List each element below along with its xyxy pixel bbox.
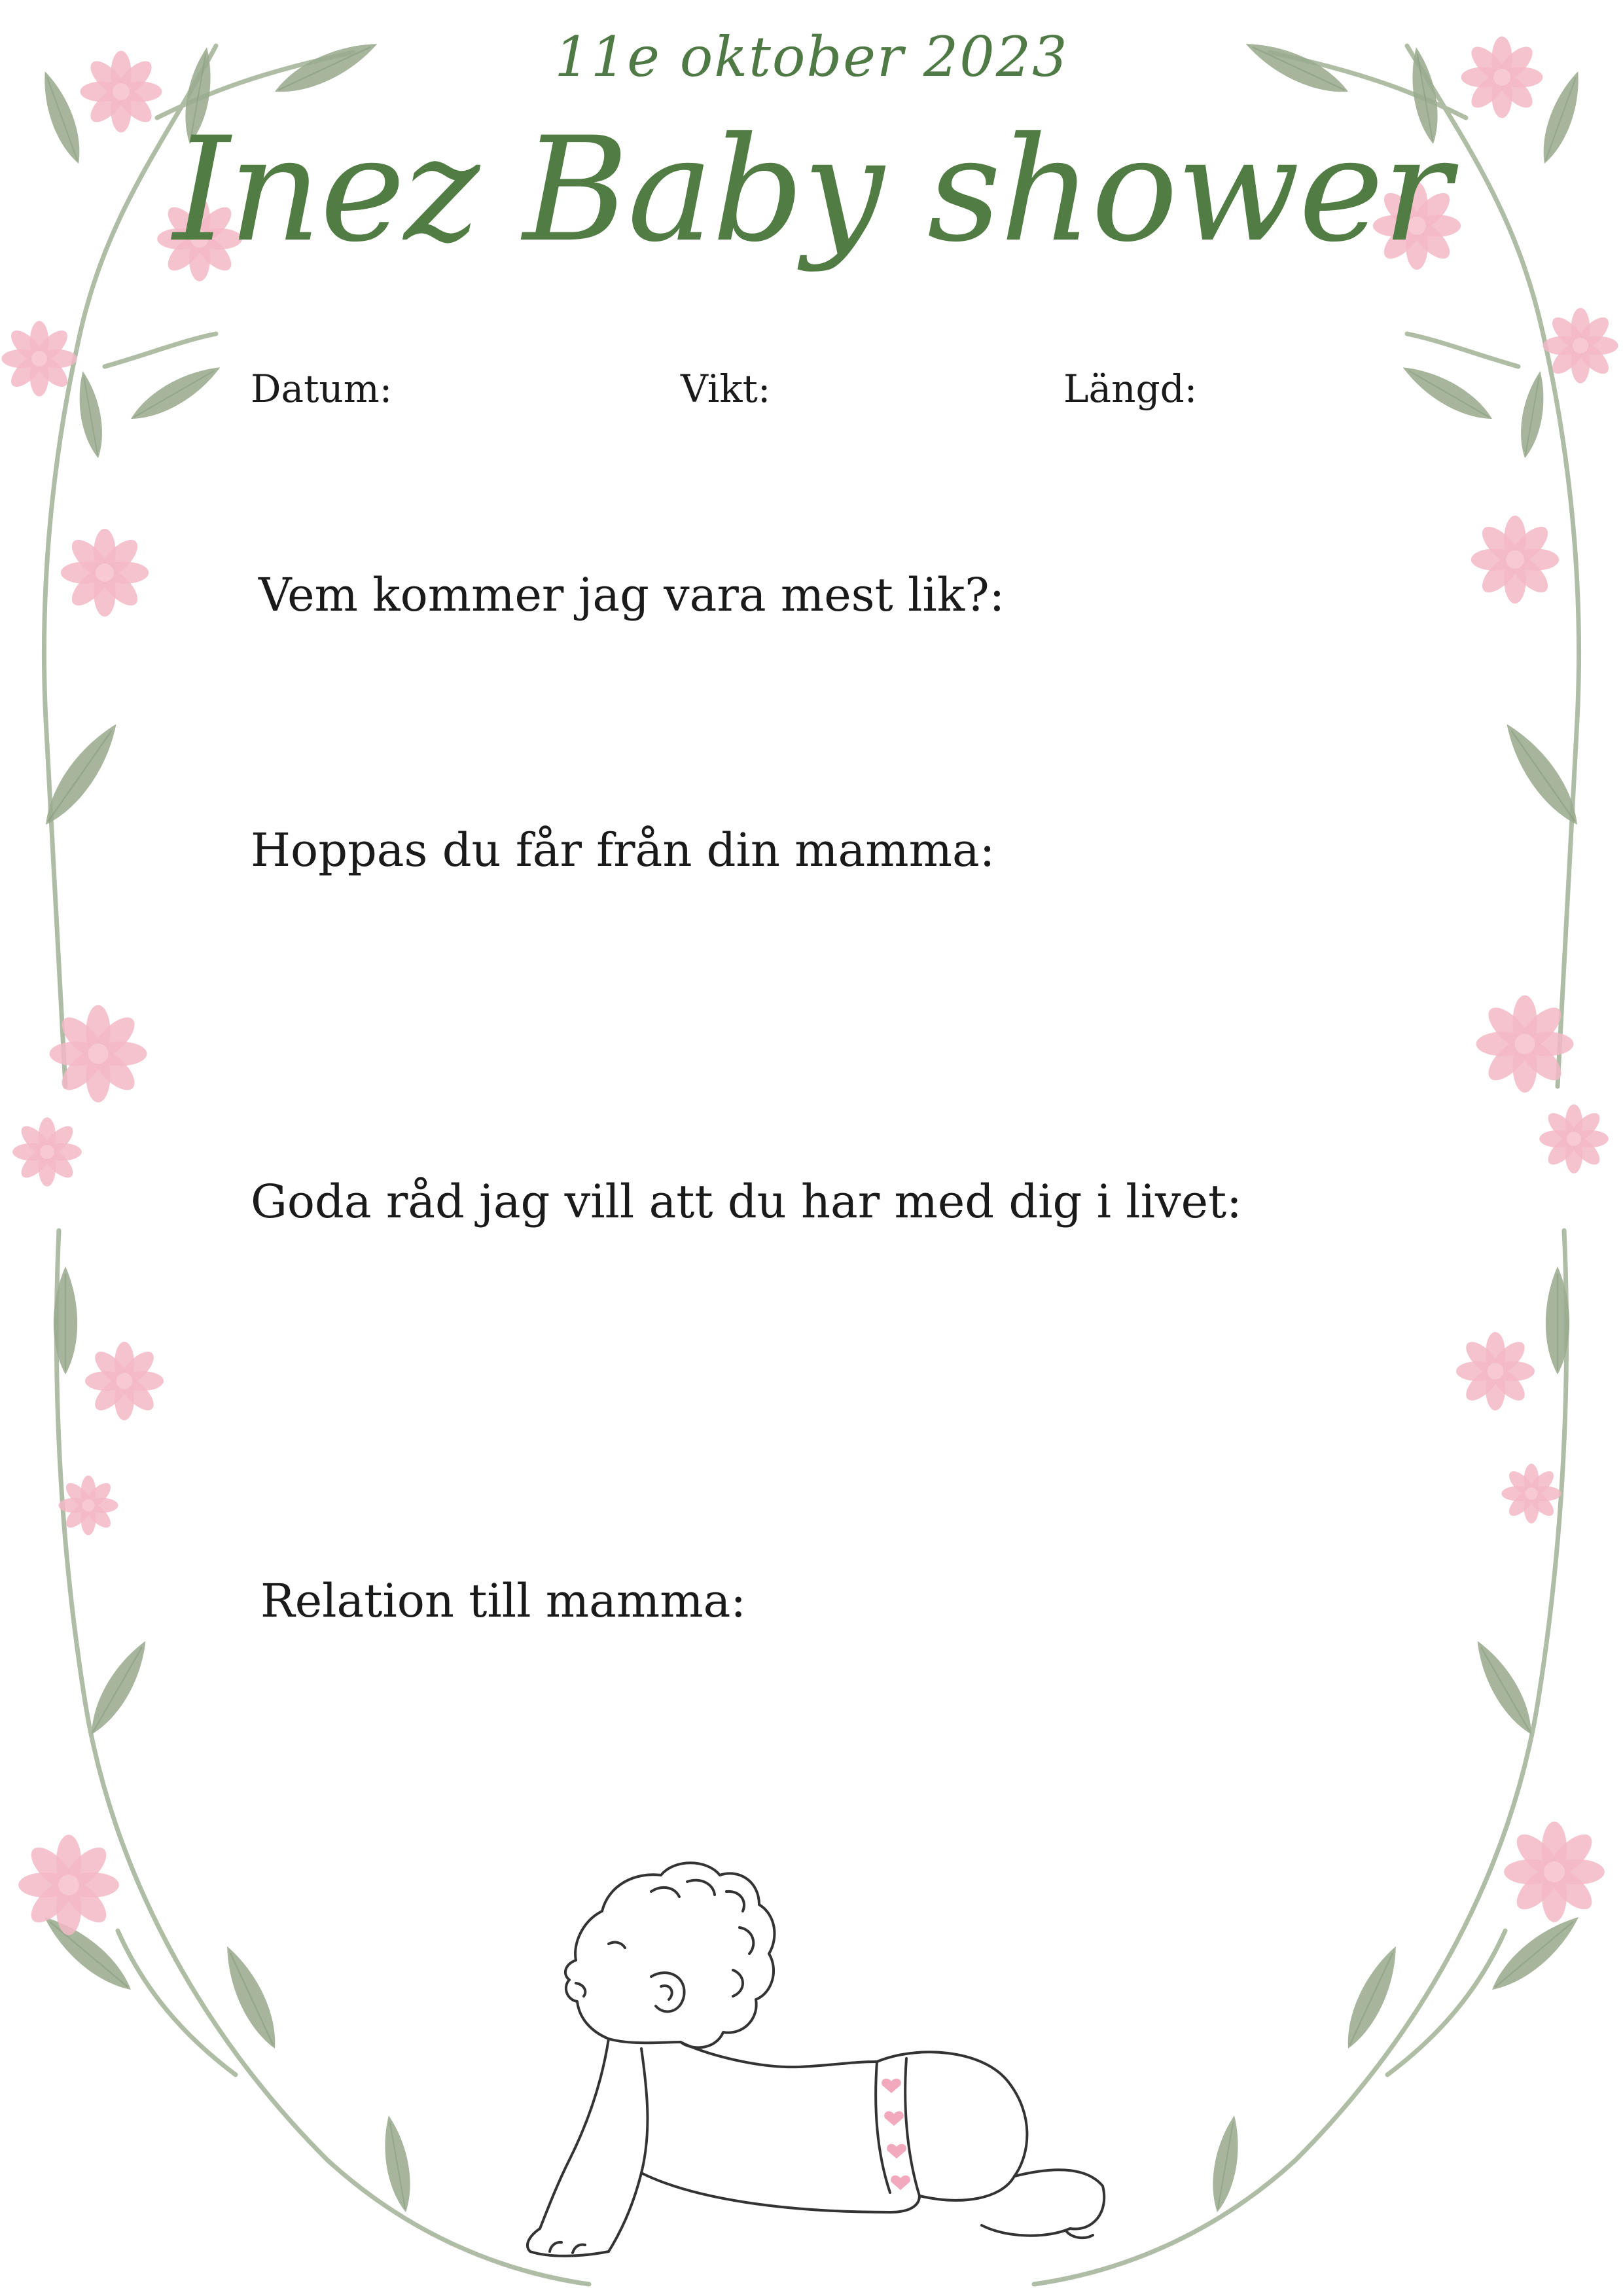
langd-label: Längd:: [1063, 367, 1198, 411]
question-advice: Goda råd jag vill att du har med dig i livet:: [251, 1175, 1242, 1229]
vikt-label: Vikt:: [681, 367, 771, 411]
question-from-mother: Hoppas du får från din mamma:: [251, 823, 995, 877]
crawling-baby-icon: [510, 1846, 1113, 2291]
page-title: Inez Baby shower: [173, 106, 1450, 274]
question-relation: Relation till mamma:: [260, 1574, 746, 1628]
question-most-alike: Vem kommer jag vara mest lik?:: [259, 568, 1005, 622]
datum-label: Datum:: [251, 367, 393, 411]
event-date: 11e oktober 2023: [554, 25, 1069, 89]
